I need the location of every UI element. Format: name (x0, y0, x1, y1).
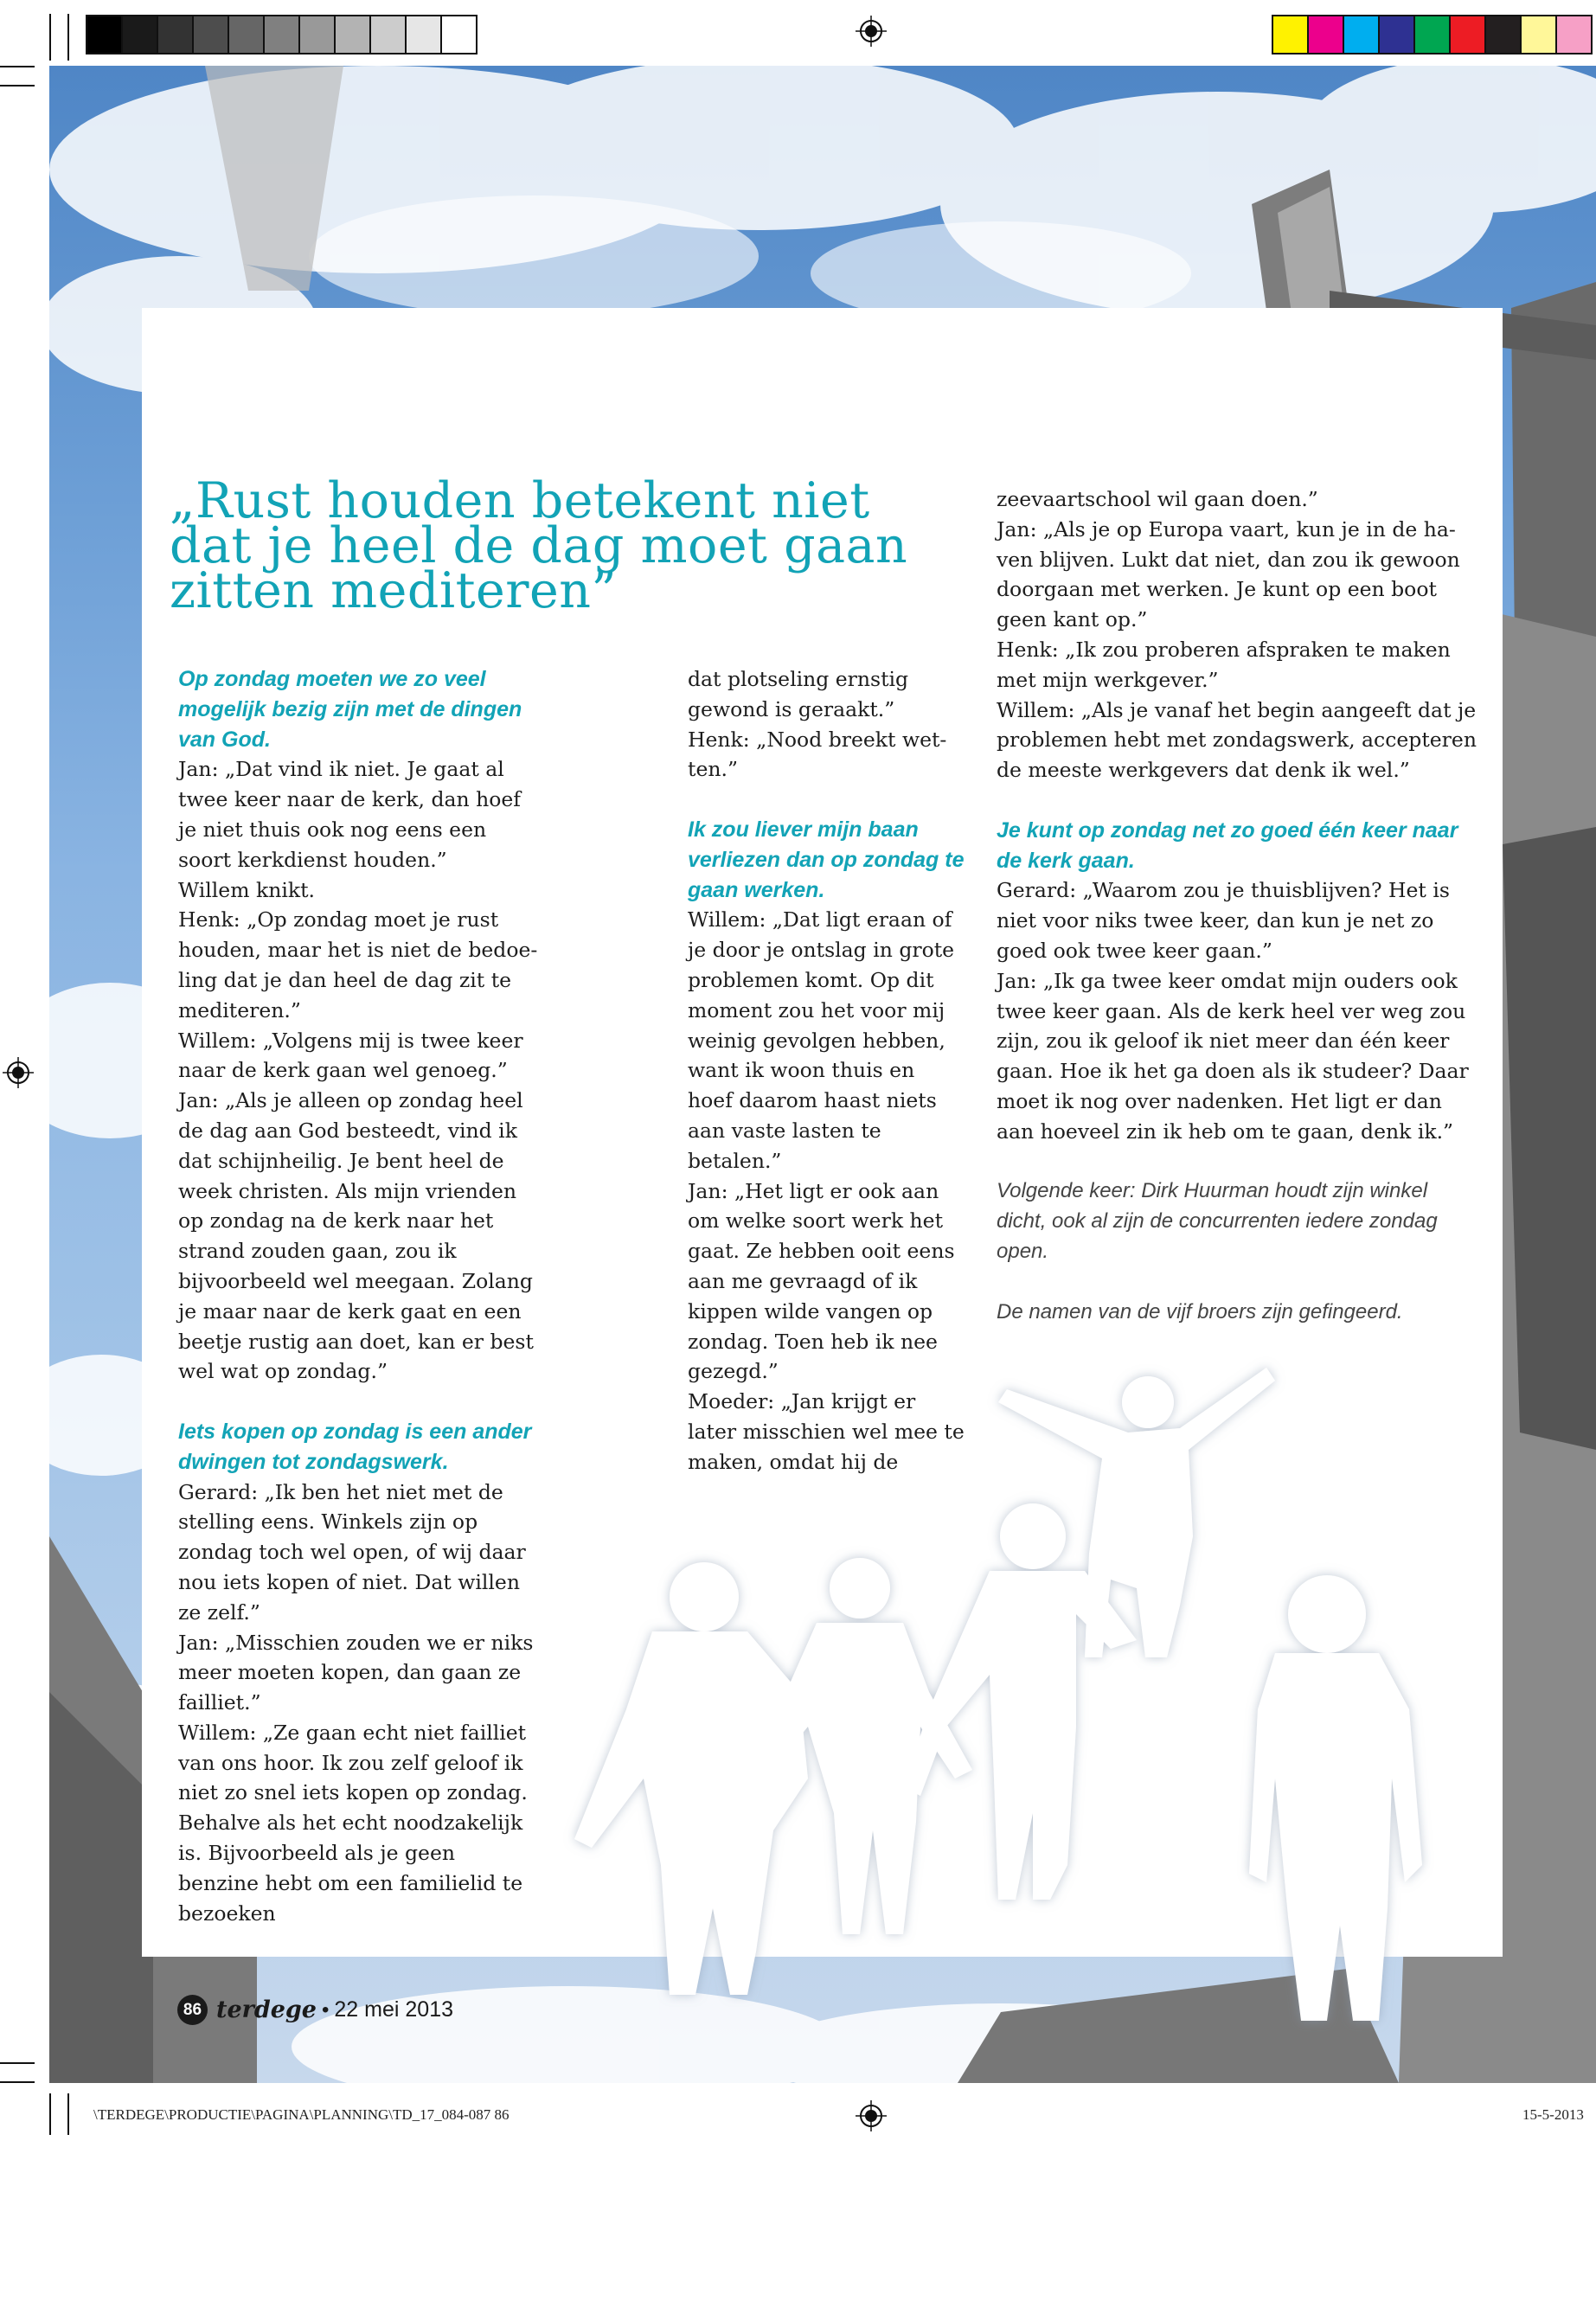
color-swatch (1415, 16, 1451, 53)
crop-mark (0, 66, 35, 67)
crop-mark (0, 2081, 35, 2083)
statement-heading: Iets kopen op zondag is een ander dwingen tot zondagswerk. (178, 1419, 532, 1474)
paragraph: Jan: „Ik ga twee keer omdat mijn ouders ook twee keer gaan. Als de kerk heel ver weg zou zijn, zou ik geloof ik niet meer dan één keer gaan. Hoe ik het ga doen als ik studeer? Daar moet ik nog over nadenken. Het ligt er dan aan hoeveel zin ik heb om te gaan, denk ik.” (997, 968, 1469, 1144)
paragraph: Willem: „Dat ligt eraan of je door je ontslag in grote problemen komt. Op dit moment zou het voor mij weinig gevolgen hebben, want ik woon thuis en hoef daarom haast niets aan vaste lasten te betalen.” (688, 907, 955, 1173)
color-swatch (1309, 16, 1344, 53)
paragraph: Moeder: „Jan krijgt er later misschien wel mee te maken, omdat hij de (688, 1389, 965, 1474)
grayscale-color-bar (86, 15, 478, 54)
color-swatch (300, 16, 336, 53)
statement-heading: Je kunt op zondag net zo goed één keer naar de kerk gaan. (997, 817, 1458, 873)
page-folio (177, 1995, 453, 2025)
footnote: De namen van de vijf broers zijn gefingeerd. (997, 1299, 1403, 1324)
magazine-name: terdege (216, 1997, 317, 2023)
paragraph: Jan: „Als je op Europa vaart, kun je in de haven blijven. Lukt dat niet, dan zou ik gewoon doorgaan met werken. Je kunt op een boot geen kant op.” (997, 516, 1460, 632)
crop-mark (0, 2062, 35, 2064)
paragraph: zeevaartschool wil gaan doen.” (997, 487, 1318, 511)
crop-mark (67, 14, 69, 61)
print-date-slug: 15-5-2013 (1522, 2106, 1584, 2123)
registration-mark-icon (856, 2100, 887, 2131)
paragraph: Willem: „Als je vanaf het begin aangeeft dat je problemen hebt met zondagswerk, accepteren de meeste werkgevers dat denk ik wel.” (997, 697, 1477, 783)
issue-date: 22 mei 2013 (334, 1997, 454, 2022)
color-swatch (442, 16, 476, 53)
color-swatch (158, 16, 194, 53)
color-swatch (336, 16, 371, 53)
color-swatch (1557, 16, 1591, 53)
paragraph: Henk: „Ik zou proberen afspraken te maken met mijn werkgever.” (997, 637, 1451, 692)
paragraph: Jan: „Het ligt er ook aan om welke soort werk het gaat. Ze hebben ooit eens aan me gevraagd of ik kippen wilde vangen op zondag. Toen heb ik nee gezegd.” (688, 1178, 955, 1384)
color-swatch (1380, 16, 1415, 53)
registration-mark-icon (856, 16, 887, 47)
color-swatch (229, 16, 265, 53)
paragraph: Willem: „Volgens mij is twee keer naar de kerk gaan wel genoeg.” (178, 1028, 523, 1083)
paragraph: Jan: „Dat vind ik niet. Je gaat al twee keer naar de kerk, dan hoef je niet thuis ook nog eens een soort kerkdienst houden.” (178, 757, 521, 872)
article-column-2 (688, 664, 965, 1477)
paragraph: Henk: „Nood breekt wetten.” (688, 727, 947, 782)
process-color-bar (1272, 15, 1593, 54)
paragraph-spacer (997, 785, 1481, 816)
paragraph: Willem: „Ze gaan echt niet failliet van ons hoor. Ik zou zelf geloof ik niet zo snel iets kopen op zondag. Behalve als het echt noodzakelijk is. Bijvoorbeeld als je geen benzine hebt om een familielid te bezoeken (178, 1720, 528, 1926)
color-swatch (407, 16, 442, 53)
crop-mark (0, 85, 35, 87)
color-swatch (87, 16, 123, 53)
footnote: Volgende keer: Dirk Huurman houdt zijn winkel dicht, ook al zijn de concurrenten iedere zondag open. (997, 1179, 1438, 1263)
paragraph: Jan: „Misschien zouden we er niks meer moeten kopen, dan gaan ze failliet.” (178, 1630, 534, 1715)
color-swatch (265, 16, 300, 53)
paragraph-spacer (178, 1387, 542, 1417)
color-swatch (1344, 16, 1380, 53)
paragraph: Willem knikt. (178, 877, 315, 902)
crop-mark (49, 2093, 51, 2135)
statement-heading: Op zondag moeten we zo veel mogelijk bezig zijn met de dingen van God. (178, 667, 522, 752)
article-headline: „Rust houden betekent niet dat je heel de dag moet gaan zitten mediteren” (170, 472, 908, 619)
page-number: 86 (177, 1995, 208, 2025)
color-swatch (1451, 16, 1486, 53)
paragraph-spacer (688, 785, 965, 815)
statement-heading: Ik zou liever mijn baan verliezen dan op zondag te gaan werken. (688, 817, 965, 902)
paragraph-spacer (997, 1267, 1481, 1298)
color-swatch (123, 16, 158, 53)
color-swatch (194, 16, 229, 53)
color-swatch (1522, 16, 1557, 53)
paragraph-spacer (997, 1147, 1481, 1177)
crop-mark (49, 14, 51, 61)
file-path-slug: \TERDEGE\PRODUCTIE\PAGINA\PLANNING\TD_17_084-087 86 (93, 2106, 510, 2123)
paragraph: Jan: „Als je alleen op zondag heel de dag aan God besteedt, vind ik dat schijnheilig. Je bent heel de week christen. Als mijn vrienden op zondag na de kerk naar het strand zouden gaan, zou ik bijvoorbeeld wel meegaan. Zolang je maar naar de kerk gaat en een beetje rustig aan doet, kan er best wel wat op zondag.” (178, 1088, 534, 1384)
crop-mark (67, 2093, 69, 2135)
article-column-3 (997, 484, 1481, 1327)
article-column-1 (178, 664, 542, 1928)
registration-mark-icon (3, 1057, 34, 1088)
paragraph: dat plotseling ernstig gewond is geraakt.” (688, 667, 909, 721)
paragraph: Gerard: „Waarom zou je thuisblijven? Het is niet voor niks twee keer, dan kun je net zo goed ook twee keer gaan.” (997, 878, 1450, 963)
color-swatch (1486, 16, 1522, 53)
folio-separator: • (322, 1997, 330, 2022)
paragraph: Henk: „Op zondag moet je rust houden, maar het is niet de bedoeling dat je dan heel de dag zit te mediteren.” (178, 907, 538, 1022)
color-swatch (371, 16, 407, 53)
color-swatch (1273, 16, 1309, 53)
paragraph: Gerard: „Ik ben het niet met de stelling eens. Winkels zijn op zondag toch wel open, of wij daar nou iets kopen of niet. Dat willen ze zelf.” (178, 1479, 526, 1625)
